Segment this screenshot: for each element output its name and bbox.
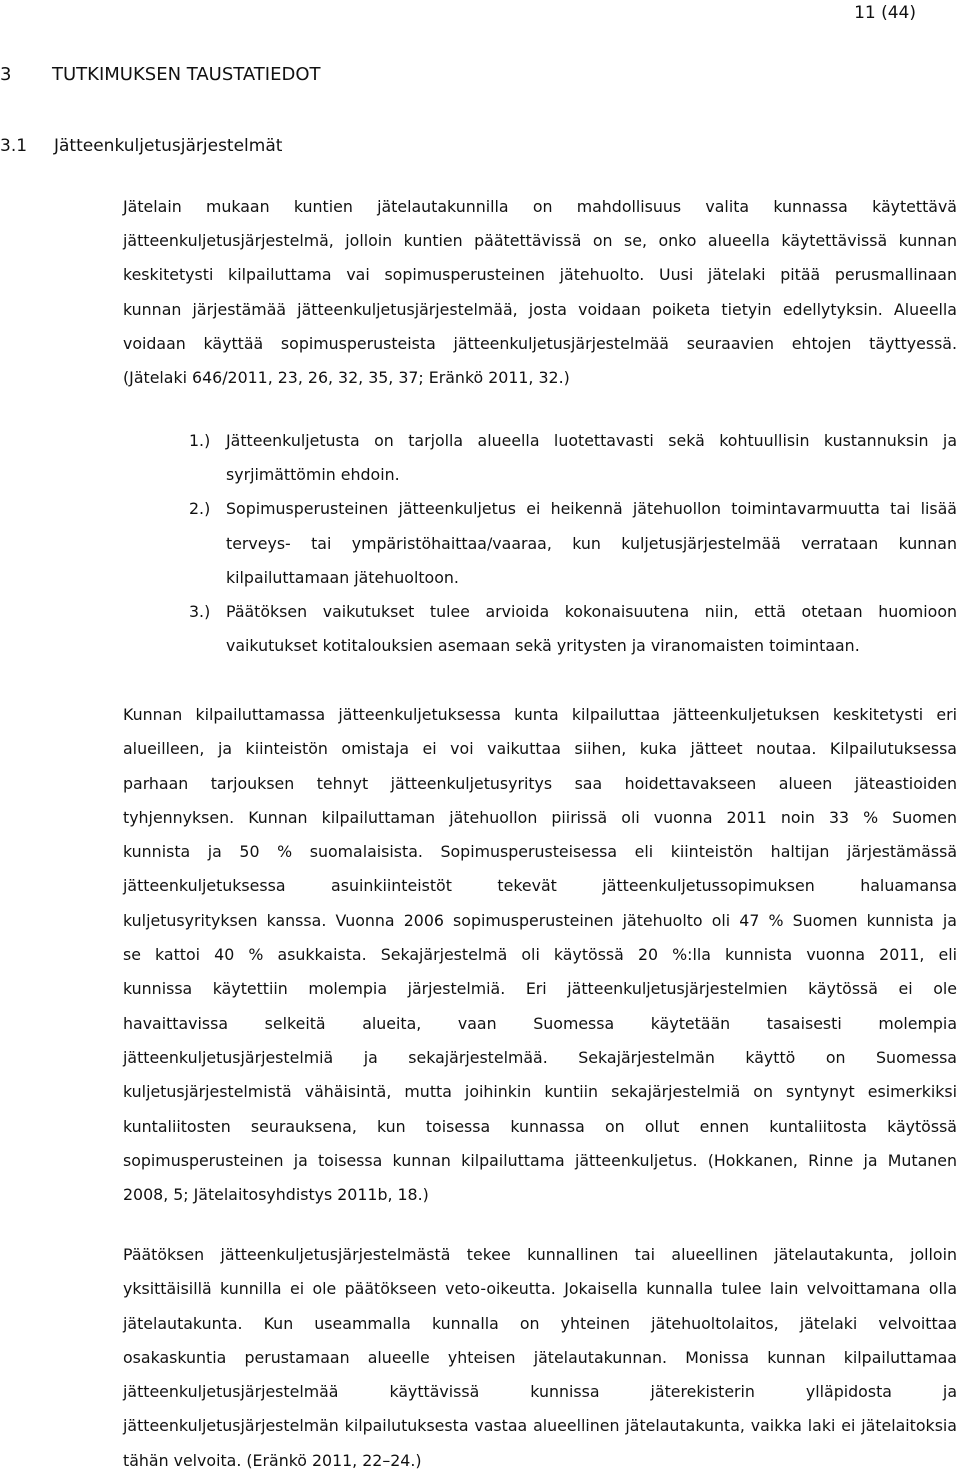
list-item <box>189 424 957 492</box>
list-item-line: syrjimättömin ehdoin. <box>226 465 400 485</box>
page-number: 11 (44) <box>854 3 916 23</box>
list-item-line: Jätteenkuljetusta on tarjolla alueella luotettavasti sekä kohtuullisin kustannuksin ja <box>226 431 957 450</box>
list-item-text <box>226 595 957 663</box>
paragraph-line: jätelautakunta. Kun useammalla kunnalla on yhteinen jätehuoltolaitos, jätelaki velvoittaa <box>123 1313 957 1333</box>
paragraph-line: se kattoi 40 % asukkaista. Sekajärjestelmä oli käytössä 20 %:lla kunnista vuonna 2011, eli <box>123 945 957 965</box>
paragraph-line: jätteenkuljetusjärjestelmiä ja sekajärjestelmää. Sekajärjestelmän käyttö on Suomessa <box>123 1047 957 1067</box>
paragraph-line: kunnissa käytettiin molempia järjestelmiä. Eri jätteenkuljetusjärjestelmien käytössä ei ole <box>123 979 957 999</box>
list-item-text <box>226 424 957 492</box>
list-marker: 1.) <box>189 431 211 450</box>
paragraph-line: kunnan järjestämää jätteenkuljetusjärjestelmää, josta voidaan poiketa tietyin edellytyksin. Alueella <box>123 299 957 319</box>
paragraph-line: 2008, 5; Jätelaitosyhdistys 2011b, 18.) <box>123 1185 429 1205</box>
section-number: 3.1 <box>0 136 28 156</box>
paragraph-line: (Jätelaki 646/2011, 23, 26, 32, 35, 37; Eränkö 2011, 32.) <box>123 368 570 388</box>
paragraph-line: kuljetusjärjestelmistä vähäisintä, mutta joihinkin kuntiin sekajärjestelmiä on syntynyt esimerkiksi <box>123 1082 957 1102</box>
paragraph-collection-systems <box>123 698 957 1212</box>
list-item-text <box>226 492 957 595</box>
chapter-heading <box>0 62 321 88</box>
paragraph-line: Kunnan kilpailuttamassa jätteenkuljetuksessa kunta kilpailuttaa jätteenkuljetuksen keskitetysti eri <box>123 705 957 724</box>
list-item <box>189 492 957 595</box>
paragraph-line: alueilleen, ja kiinteistön omistaja ei voi vaikuttaa siihen, kuka jätteet noutaa. Kilpailutuksessa <box>123 739 957 759</box>
list-item-line: kilpailuttamaan jätehuoltoon. <box>226 567 459 587</box>
list-item-line: terveys- tai ympäristöhaittaa/vaaraa, kun kuljetusjärjestelmää verrataan kunnan <box>226 533 957 553</box>
paragraph-line: tyhjennyksen. Kunnan kilpailuttaman jätehuollon piirissä oli vuonna 2011 noin 33 % Suomen <box>123 807 957 827</box>
list-marker: 3.) <box>189 602 211 621</box>
paragraph-line: voidaan käyttää sopimusperusteista jätteenkuljetusjärjestelmää seuraavien ehtojen täyttyessä. <box>123 333 957 353</box>
paragraph-line: Päätöksen jätteenkuljetusjärjestelmästä tekee kunnallinen tai alueellinen jätelautakunta, jolloin <box>123 1245 957 1264</box>
list-item <box>189 595 957 663</box>
section-heading <box>0 133 282 159</box>
list-item-line: vaikutukset kotitalouksien asemaan sekä yritysten ja viranomaisten toimintaan. <box>226 636 860 656</box>
paragraph-line: parhaan tarjouksen tehnyt jätteenkuljetusyritys saa hoidettavakseen alueen jäteastioiden <box>123 773 957 793</box>
list-item-line: Sopimusperusteinen jätteenkuljetus ei heikennä jätehuollon toimintavarmuutta tai lisää <box>226 499 957 519</box>
paragraph-line: tähän velvoita. (Eränkö 2011, 22–24.) <box>123 1450 422 1470</box>
paragraph-line: keskitetysti kilpailuttama vai sopimusperusteinen jätehuolto. Uusi jätelaki pitää perusmallinaan <box>123 265 957 285</box>
list-item-line: Päätöksen vaikutukset tulee arvioida kokonaisuutena niin, että otetaan huomioon <box>226 602 957 621</box>
paragraph-line: havaittavissa selkeitä alueita, vaan Suomessa käytetään tasaisesti molempia <box>123 1013 957 1033</box>
paragraph-line: jätteenkuljetuksessa asuinkiinteistöt tekevät jätteenkuljetussopimuksen haluamansa <box>123 876 957 896</box>
paragraph-line: yksittäisillä kunnilla ei ole päätökseen veto-oikeutta. Jokaisella kunnalla tulee lain velvoittamana olla <box>123 1279 957 1299</box>
chapter-title: TUTKIMUKSEN TAUSTATIEDOT <box>52 64 321 85</box>
paragraph-line: Jätelain mukaan kuntien jätelautakunnilla on mahdollisuus valita kunnassa käytettävä <box>123 197 957 216</box>
paragraph-line: jätteenkuljetusjärjestelmän kilpailutuksesta vastaa alueellinen jätelautakunta, vaikka laki ei jätelaitoksia <box>123 1416 957 1436</box>
paragraph-line: kunnista ja 50 % suomalaisista. Sopimusperusteisessa eli kiinteistön haltijan järjestämässä <box>123 842 957 862</box>
list-marker: 2.) <box>189 499 211 519</box>
paragraph-line: jätteenkuljetusjärjestelmää käyttävissä kunnissa jäterekisterin ylläpidosta ja <box>123 1382 957 1402</box>
paragraph-waste-board <box>123 1238 957 1478</box>
paragraph-waste-act <box>123 190 957 395</box>
section-title: Jätteenkuljetusjärjestelmät <box>54 136 283 156</box>
paragraph-line: sopimusperusteinen ja toisessa kunnan kilpailuttama jätteenkuljetus. (Hokkanen, Rinne ja Mutanen <box>123 1150 957 1170</box>
paragraph-line: kuljetusyrityksen kanssa. Vuonna 2006 sopimusperusteinen jätehuolto oli 47 % Suomen kunnista ja <box>123 910 957 930</box>
paragraph-line: jätteenkuljetusjärjestelmä, jolloin kuntien päätettävissä on se, onko alueella käytettävissä kunnan <box>123 231 957 251</box>
chapter-number: 3 <box>0 64 12 85</box>
paragraph-line: osakaskuntia perustamaan alueelle yhteisen jätelautakunnan. Monissa kunnan kilpailuttamaa <box>123 1347 957 1367</box>
paragraph-line: kuntaliitosten seurauksena, kun toisessa kunnassa on ollut ennen kuntaliitosta käytössä <box>123 1116 957 1136</box>
